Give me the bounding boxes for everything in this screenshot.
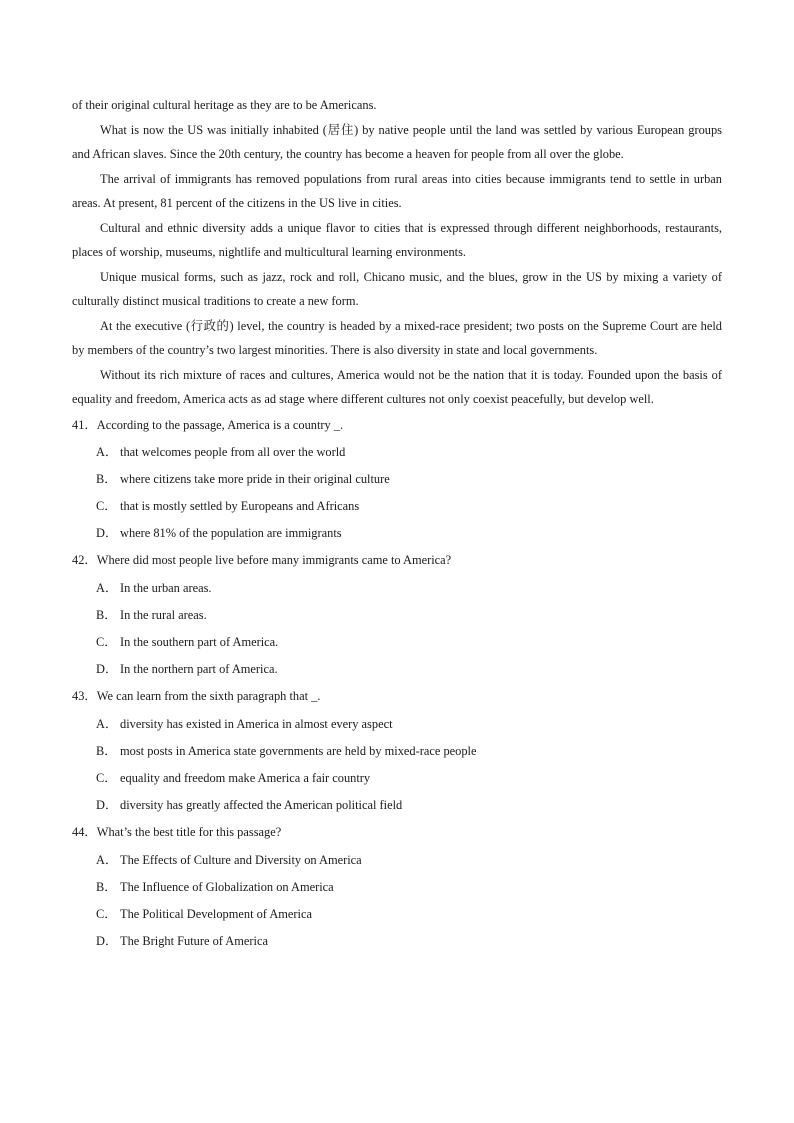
reading-passage — [72, 93, 722, 412]
option-d[interactable] — [72, 928, 722, 955]
option-c[interactable] — [72, 629, 722, 656]
option-d[interactable] — [72, 792, 722, 819]
option-text: diversity has existed in America in almost every aspect — [120, 716, 393, 731]
option-text: most posts in America state governments are held by mixed-race people — [120, 743, 477, 758]
question-stem — [72, 412, 722, 439]
passage-paragraph: What is now the US was initially inhabited (居住) by native people until the land was settled by various European groups and African slaves. Since the 20th century, the country has become a heaven for people from all over the globe. — [72, 122, 722, 161]
question-number: 43． — [72, 689, 97, 704]
passage-paragraph: Unique musical forms, such as jazz, rock and roll, Chicano music, and the blues, grow in the US by mixing a variety of culturally distinct musical traditions to create a new form. — [72, 269, 722, 308]
option-c[interactable] — [72, 493, 722, 520]
passage-paragraph: of their original cultural heritage as they are to be Americans. — [72, 98, 377, 112]
option-label: D． — [96, 526, 118, 541]
option-text: equality and freedom make America a fair country — [120, 770, 371, 785]
option-text: The Effects of Culture and Diversity on America — [120, 852, 362, 867]
option-label: C． — [96, 906, 117, 921]
option-label: D． — [96, 798, 118, 813]
option-b[interactable] — [72, 466, 722, 493]
option-a[interactable] — [72, 575, 722, 602]
question-text: We can learn from the sixth paragraph that _. — [96, 689, 321, 704]
question-stem — [72, 547, 722, 574]
question-43 — [72, 683, 722, 819]
question-stem — [72, 819, 722, 846]
option-text: In the northern part of America. — [120, 662, 278, 677]
option-label: C． — [96, 499, 117, 514]
question-stem — [72, 683, 722, 710]
question-list — [72, 412, 722, 956]
option-text: diversity has greatly affected the American political field — [120, 798, 403, 813]
option-label: A． — [96, 852, 118, 867]
option-label: B． — [96, 743, 117, 758]
option-label: A． — [96, 580, 118, 595]
option-label: A． — [96, 444, 118, 459]
option-b[interactable] — [72, 602, 722, 629]
option-b[interactable] — [72, 738, 722, 765]
option-label: C． — [96, 770, 117, 785]
option-text: The Bright Future of America — [120, 934, 268, 949]
question-41 — [72, 412, 722, 548]
option-a[interactable] — [72, 711, 722, 738]
option-text: In the rural areas. — [120, 607, 207, 622]
option-text: that is mostly settled by Europeans and Africans — [120, 499, 360, 514]
document-page — [72, 93, 722, 955]
question-number: 41． — [72, 417, 97, 432]
option-b[interactable] — [72, 874, 722, 901]
option-label: A． — [96, 716, 118, 731]
passage-paragraph: Without its rich mixture of races and cultures, America would not be the nation that it is today. Founded upon the basis of equality and freedom, America acts as ad stage where different cultures not only coexist peacefully, but develop well. — [72, 367, 722, 406]
option-c[interactable] — [72, 765, 722, 792]
option-c[interactable] — [72, 901, 722, 928]
option-text: where 81% of the population are immigrants — [120, 526, 342, 541]
option-label: B． — [96, 879, 117, 894]
question-text: What’s the best title for this passage? — [96, 825, 282, 840]
option-text: The Influence of Globalization on America — [120, 879, 334, 894]
option-label: C． — [96, 635, 117, 649]
passage-paragraph: Cultural and ethnic diversity adds a unique flavor to cities that is expressed through different neighborhoods, restaurants, places of worship, museums, nightlife and multicultural learning environments. — [72, 220, 722, 259]
option-a[interactable] — [72, 439, 722, 466]
question-number: 44． — [72, 825, 97, 840]
option-text: The Political Development of America — [120, 906, 312, 921]
option-d[interactable] — [72, 520, 722, 547]
question-number: 42． — [72, 553, 97, 568]
option-a[interactable] — [72, 847, 722, 874]
option-text: that welcomes people from all over the world — [120, 444, 346, 459]
question-text: According to the passage, America is a country _. — [96, 417, 344, 432]
question-text: Where did most people live before many immigrants came to America? — [96, 553, 452, 568]
option-label: B． — [96, 607, 117, 622]
option-label: D． — [96, 662, 118, 677]
option-label: B． — [96, 471, 117, 486]
option-text: In the urban areas. — [120, 580, 212, 595]
option-text: where citizens take more pride in their original culture — [120, 471, 390, 486]
option-text: In the southern part of America. — [120, 635, 279, 649]
question-44 — [72, 819, 722, 955]
option-d[interactable] — [72, 656, 722, 683]
passage-paragraph: At the executive (行政的) level, the country is headed by a mixed-race president; two posts on the Supreme Court are held by members of the country’s two largest minorities. There is also diversity in state and local governments. — [72, 318, 722, 357]
option-label: D． — [96, 934, 118, 949]
question-42 — [72, 547, 722, 683]
passage-paragraph: The arrival of immigrants has removed populations from rural areas into cities because immigrants tend to settle in urban areas. At present, 81 percent of the citizens in the US live in cities. — [72, 171, 722, 210]
